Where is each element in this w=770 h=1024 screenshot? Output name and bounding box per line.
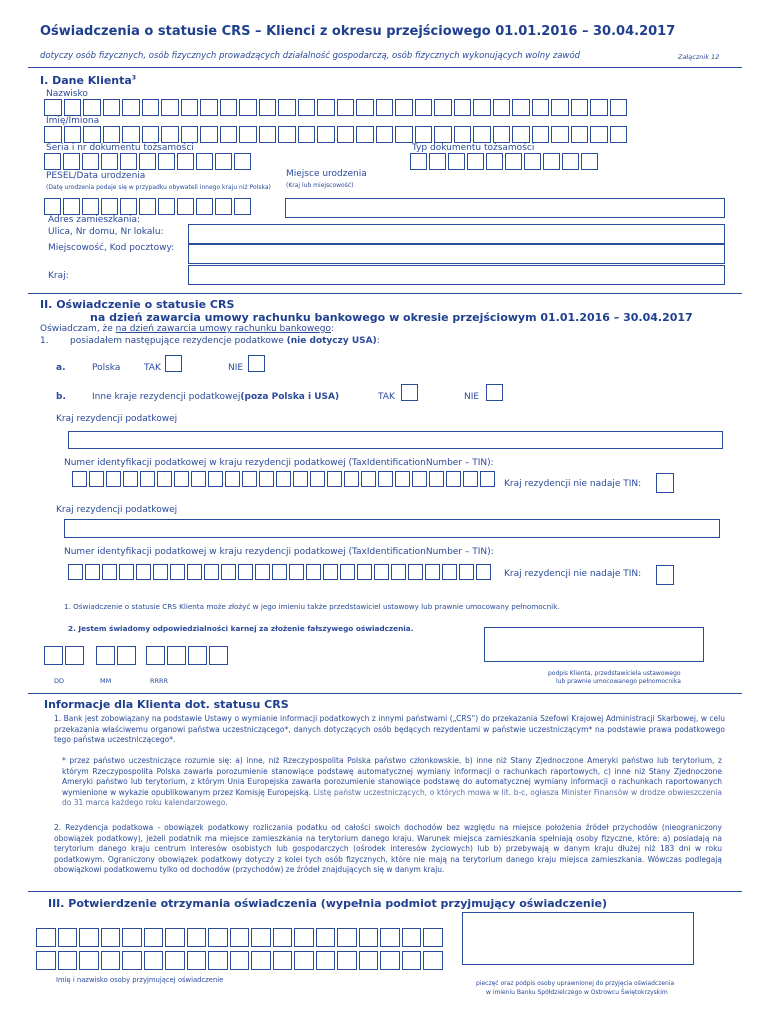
char-cell[interactable] bbox=[380, 951, 400, 970]
char-cell[interactable] bbox=[181, 126, 199, 143]
char-cell[interactable] bbox=[157, 471, 172, 487]
tin-1-label: Numer identyfikacji podatkowej w kraju rezydencji podatkowej (TaxIdentificationNumber – TIN): bbox=[64, 458, 494, 468]
item-1-number: 1. bbox=[40, 336, 49, 346]
char-cell[interactable] bbox=[590, 99, 608, 116]
char-cell[interactable] bbox=[524, 153, 541, 170]
section-1-title: I. Dane Klienta$^3$ bbox=[40, 74, 137, 87]
char-cell[interactable] bbox=[337, 99, 355, 116]
char-cell[interactable] bbox=[259, 126, 277, 143]
char-cell[interactable] bbox=[434, 99, 452, 116]
char-cell[interactable] bbox=[459, 564, 474, 580]
char-cell[interactable] bbox=[174, 471, 189, 487]
section-2-title: II. Oświadczenie o statusie CRS bbox=[40, 298, 235, 311]
id-type-label: Typ dokumentu tożsamości bbox=[412, 143, 535, 153]
bank-stamp-caption-2: w imieniu Banku Spółdzielczego w Ostrowcu Świętokrzyskim bbox=[486, 989, 668, 996]
poland-yes-label: TAK bbox=[144, 363, 161, 373]
char-cell[interactable] bbox=[272, 564, 287, 580]
char-cell[interactable] bbox=[200, 99, 218, 116]
char-cell[interactable] bbox=[294, 951, 314, 970]
char-cell[interactable] bbox=[225, 471, 240, 487]
char-cell[interactable] bbox=[276, 471, 291, 487]
month-label: MM bbox=[100, 677, 112, 685]
char-cell[interactable] bbox=[136, 564, 151, 580]
char-cell[interactable] bbox=[158, 198, 175, 215]
names-field[interactable] bbox=[44, 126, 629, 143]
char-cell[interactable] bbox=[188, 646, 207, 665]
receiver-name-caption: Imię i nazwisko osoby przyjmującej oświadczenie bbox=[56, 976, 224, 984]
char-cell[interactable] bbox=[161, 99, 179, 116]
char-cell[interactable] bbox=[170, 564, 185, 580]
char-cell[interactable] bbox=[448, 153, 465, 170]
char-cell[interactable] bbox=[101, 928, 121, 947]
char-cell[interactable] bbox=[505, 153, 522, 170]
char-cell[interactable] bbox=[380, 928, 400, 947]
char-cell[interactable] bbox=[467, 153, 484, 170]
info-divider bbox=[28, 891, 742, 892]
char-cell[interactable] bbox=[480, 471, 495, 487]
char-cell[interactable] bbox=[122, 928, 142, 947]
char-cell[interactable] bbox=[196, 153, 213, 170]
char-cell[interactable] bbox=[306, 564, 321, 580]
country-field[interactable] bbox=[188, 265, 725, 285]
birthplace-field[interactable] bbox=[285, 198, 725, 218]
char-cell[interactable] bbox=[101, 153, 118, 170]
declaration-text: Oświadczam, że na dzień zawarcia umowy rachunku bankowego: bbox=[40, 324, 335, 334]
char-cell[interactable] bbox=[123, 471, 138, 487]
char-cell[interactable] bbox=[89, 471, 104, 487]
char-cell[interactable] bbox=[161, 126, 179, 143]
char-cell[interactable] bbox=[181, 99, 199, 116]
char-cell[interactable] bbox=[146, 646, 165, 665]
char-cell[interactable] bbox=[208, 951, 228, 970]
char-cell[interactable] bbox=[590, 126, 608, 143]
char-cell[interactable] bbox=[356, 126, 374, 143]
char-cell[interactable] bbox=[83, 99, 101, 116]
char-cell[interactable] bbox=[144, 951, 164, 970]
char-cell[interactable] bbox=[101, 198, 118, 215]
char-cell[interactable] bbox=[581, 153, 598, 170]
names-label: Imię/Imiona bbox=[46, 116, 100, 126]
char-cell[interactable] bbox=[177, 198, 194, 215]
attachment-label: Załącznik 12 bbox=[678, 53, 720, 61]
char-cell[interactable] bbox=[395, 99, 413, 116]
char-cell[interactable] bbox=[82, 153, 99, 170]
char-cell[interactable] bbox=[215, 153, 232, 170]
char-cell[interactable] bbox=[357, 564, 372, 580]
char-cell[interactable] bbox=[103, 99, 121, 116]
other-yes-label: TAK bbox=[378, 392, 395, 402]
country-label: Kraj: bbox=[48, 271, 69, 281]
char-cell[interactable] bbox=[96, 646, 115, 665]
char-cell[interactable] bbox=[230, 928, 250, 947]
char-cell[interactable] bbox=[476, 564, 491, 580]
char-cell[interactable] bbox=[323, 564, 338, 580]
char-cell[interactable] bbox=[79, 928, 99, 947]
char-cell[interactable] bbox=[204, 564, 219, 580]
char-cell[interactable] bbox=[429, 471, 444, 487]
char-cell[interactable] bbox=[63, 198, 80, 215]
poland-no-checkbox[interactable] bbox=[248, 355, 265, 372]
bank-stamp-field[interactable] bbox=[462, 912, 694, 965]
receiver-name-row-1[interactable] bbox=[36, 928, 445, 947]
char-cell[interactable] bbox=[221, 564, 236, 580]
char-cell[interactable] bbox=[378, 471, 393, 487]
street-label: Ulica, Nr domu, Nr lokalu: bbox=[48, 227, 164, 237]
char-cell[interactable] bbox=[423, 928, 443, 947]
char-cell[interactable] bbox=[58, 928, 78, 947]
char-cell[interactable] bbox=[571, 126, 589, 143]
char-cell[interactable] bbox=[337, 951, 357, 970]
char-cell[interactable] bbox=[410, 153, 427, 170]
char-cell[interactable] bbox=[473, 99, 491, 116]
char-cell[interactable] bbox=[167, 646, 186, 665]
pesel-note: (Datę urodzenia podaje się w przypadku obywateli innego kraju niż Polska) bbox=[46, 184, 271, 191]
char-cell[interactable] bbox=[273, 928, 293, 947]
char-cell[interactable] bbox=[101, 951, 121, 970]
section-2-divider bbox=[28, 693, 742, 694]
char-cell[interactable] bbox=[122, 99, 140, 116]
char-cell[interactable] bbox=[120, 198, 137, 215]
char-cell[interactable] bbox=[610, 99, 628, 116]
bank-stamp-caption-1: pieczęć oraz podpis osoby uprawnionej do przyjęcia oświadczenia bbox=[476, 980, 675, 987]
option-b-label: b. bbox=[56, 392, 66, 402]
char-cell[interactable] bbox=[356, 99, 374, 116]
client-signature-field[interactable] bbox=[484, 627, 704, 662]
char-cell[interactable] bbox=[139, 153, 156, 170]
char-cell[interactable] bbox=[551, 99, 569, 116]
address-label: Adres zamieszkania: bbox=[48, 215, 141, 225]
char-cell[interactable] bbox=[63, 153, 80, 170]
char-cell[interactable] bbox=[117, 646, 136, 665]
char-cell[interactable] bbox=[83, 126, 101, 143]
char-cell[interactable] bbox=[551, 126, 569, 143]
char-cell[interactable] bbox=[532, 126, 550, 143]
char-cell[interactable] bbox=[415, 99, 433, 116]
char-cell[interactable] bbox=[317, 99, 335, 116]
char-cell[interactable] bbox=[278, 99, 296, 116]
char-cell[interactable] bbox=[153, 564, 168, 580]
char-cell[interactable] bbox=[142, 126, 160, 143]
char-cell[interactable] bbox=[434, 126, 452, 143]
char-cell[interactable] bbox=[486, 153, 503, 170]
char-cell[interactable] bbox=[273, 951, 293, 970]
char-cell[interactable] bbox=[220, 126, 238, 143]
char-cell[interactable] bbox=[337, 928, 357, 947]
char-cell[interactable] bbox=[442, 564, 457, 580]
tin-2-label: Numer identyfikacji podatkowej w kraju rezydencji podatkowej (TaxIdentificationNumber – TIN): bbox=[64, 547, 494, 557]
no-tin-2-label: Kraj rezydencji nie nadaje TIN: bbox=[504, 569, 642, 579]
char-cell[interactable] bbox=[423, 951, 443, 970]
char-cell[interactable] bbox=[187, 928, 207, 947]
char-cell[interactable] bbox=[425, 564, 440, 580]
char-cell[interactable] bbox=[412, 471, 427, 487]
char-cell[interactable] bbox=[391, 564, 406, 580]
char-cell[interactable] bbox=[36, 951, 56, 970]
char-cell[interactable] bbox=[395, 126, 413, 143]
char-cell[interactable] bbox=[200, 126, 218, 143]
char-cell[interactable] bbox=[298, 126, 316, 143]
info-paragraph-footnote: * przez państwo uczestniczące rozumie się: a) inne, niż Rzeczypospolita Polska państwo członkowskie, b) inne niż Stany Zjednoczone Ameryki państwo lub terytorium, z którym Rzeczypospolita Polska zawarła porozumienie stanowiące podstawę automatycznej wymiany informacji o rachunkach raportowych, c) inne niż Stany Zjednoczone Ameryki państwo lub terytorium, z którym Unia Europejska zawarła porozumienie stanowiące podstawę do automatycznej wymiany informacji o rachunkach raportowanych wymienione w wykazie opublikowanym przez Komisję Europejską. Listę państw uczestniczących, o których mowa w lit. b-c, ogłasza Minister Finansów w drodze obwieszczenia do 31 marca każdego roku kalendarzowego. bbox=[62, 756, 723, 807]
char-cell[interactable] bbox=[220, 99, 238, 116]
note-2: 2. Jestem świadomy odpowiedzialności karnej za złożenie fałszywego oświadczenia. bbox=[68, 624, 414, 633]
other-yes-checkbox[interactable] bbox=[401, 384, 418, 401]
char-cell[interactable] bbox=[44, 646, 63, 665]
date-month-field[interactable] bbox=[96, 646, 138, 665]
char-cell[interactable] bbox=[44, 198, 61, 215]
char-cell[interactable] bbox=[473, 126, 491, 143]
char-cell[interactable] bbox=[402, 928, 422, 947]
char-cell[interactable] bbox=[359, 951, 379, 970]
char-cell[interactable] bbox=[512, 99, 530, 116]
char-cell[interactable] bbox=[532, 99, 550, 116]
char-cell[interactable] bbox=[493, 99, 511, 116]
char-cell[interactable] bbox=[177, 153, 194, 170]
char-cell[interactable] bbox=[215, 198, 232, 215]
char-cell[interactable] bbox=[242, 471, 257, 487]
char-cell[interactable] bbox=[64, 126, 82, 143]
char-cell[interactable] bbox=[251, 928, 271, 947]
poland-no-label: NIE bbox=[228, 363, 244, 373]
char-cell[interactable] bbox=[429, 153, 446, 170]
tax-country-1-field[interactable] bbox=[68, 431, 723, 449]
char-cell[interactable] bbox=[294, 928, 314, 947]
section-1-divider bbox=[28, 293, 742, 294]
char-cell[interactable] bbox=[562, 153, 579, 170]
no-tin-1-checkbox[interactable] bbox=[656, 473, 674, 493]
char-cell[interactable] bbox=[610, 126, 628, 143]
char-cell[interactable] bbox=[289, 564, 304, 580]
other-countries-label: Inne kraje rezydencji podatkowej(poza Polska i USA) bbox=[92, 392, 340, 402]
tax-country-1-label: Kraj rezydencji podatkowej bbox=[56, 414, 178, 424]
client-signature-caption-2: lub prawnie umocowanego pełnomocnika bbox=[556, 678, 681, 685]
receiver-name-row-2[interactable] bbox=[36, 951, 445, 970]
char-cell[interactable] bbox=[454, 126, 472, 143]
section-3-title: III. Potwierdzenie otrzymania oświadczenia (wypełnia podmiot przyjmujący oświadczenie) bbox=[48, 897, 608, 910]
city-field[interactable] bbox=[188, 244, 725, 264]
section-2-subtitle: na dzień zawarcia umowy rachunku bankowego w okresie przejściowym 01.01.2016 – 30.04.2017 bbox=[90, 311, 693, 324]
char-cell[interactable] bbox=[140, 471, 155, 487]
char-cell[interactable] bbox=[543, 153, 560, 170]
char-cell[interactable] bbox=[119, 564, 134, 580]
info-paragraph-1: 1. Bank jest zobowiązany na podstawie Ustawy o wymianie informacji podatkowych z innymi państwami („CRS”) do przekazania Szefowi Krajowej Administracji Skarbowej, w celu przekazania właściwemu organowi państwa uczestniczącego*, danych dotyczących osób będących rezydentami w państwie uczestniczącym* na podstawie prawa podatkowego tego państwa uczestniczącego*. bbox=[54, 714, 725, 744]
document-subtitle: dotyczy osób fizycznych, osób fizycznych prowadzących działalność gospodarczą, osób fizycznych wykonujących wolny zawód bbox=[40, 51, 581, 61]
char-cell[interactable] bbox=[259, 99, 277, 116]
note-1: 1. Oświadczenie o statusie CRS Klienta może złożyć w jego imieniu także przedstawiciel ustawowy lub prawnie umocowany pełnomocnik. bbox=[64, 602, 560, 611]
char-cell[interactable] bbox=[239, 126, 257, 143]
char-cell[interactable] bbox=[68, 564, 83, 580]
char-cell[interactable] bbox=[122, 951, 142, 970]
other-no-checkbox[interactable] bbox=[486, 384, 503, 401]
char-cell[interactable] bbox=[165, 951, 185, 970]
char-cell[interactable] bbox=[337, 126, 355, 143]
char-cell[interactable] bbox=[65, 646, 84, 665]
char-cell[interactable] bbox=[278, 126, 296, 143]
char-cell[interactable] bbox=[415, 126, 433, 143]
pesel-field[interactable] bbox=[44, 198, 253, 215]
char-cell[interactable] bbox=[106, 471, 121, 487]
char-cell[interactable] bbox=[408, 564, 423, 580]
tin-2-field[interactable] bbox=[68, 564, 493, 580]
char-cell[interactable] bbox=[316, 928, 336, 947]
info-paragraph-2: 2. Rezydencja podatkowa - obowiązek podatkowy rozliczania podatku od całości swoich dochodów bez względu na miejsce położenia źródeł przychodów (nieograniczony obowiązek podatkowy), jeżeli podatnik ma miejsce zamieszkania na terytorium danego kraju. Warunek miejsca zamieszkania spełniają osoby fizyczne, które: a) posiadają na terytorium danego kraju centrum interesów osobistych lub gospodarczych (ośrodek interesów życiowych) lub b) przebywają w danym kraju dłużej niż 183 dni w roku podatkowym. Ograniczony obowiązek podatkowy dotyczy z kolei tych osób fizycznych, które nie mają na terytorium danego kraju miejsca zamieszkania. Wówczas podlegają obowiązkowi podatkowemu tylko od dochodów (przychodów) ze źródeł znajdujących się w danym kraju. bbox=[54, 823, 722, 874]
poland-label: Polska bbox=[92, 363, 121, 373]
char-cell[interactable] bbox=[165, 928, 185, 947]
client-signature-caption-1: podpis Klienta, przedstawiciela ustawowego bbox=[548, 670, 681, 677]
birthplace-label: Miejsce urodzenia bbox=[286, 169, 367, 179]
option-a-label: a. bbox=[56, 363, 66, 373]
char-cell[interactable] bbox=[402, 951, 422, 970]
char-cell[interactable] bbox=[571, 99, 589, 116]
char-cell[interactable] bbox=[446, 471, 461, 487]
surname-field[interactable] bbox=[44, 99, 629, 116]
char-cell[interactable] bbox=[327, 471, 342, 487]
no-tin-1-label: Kraj rezydencji nie nadaje TIN: bbox=[504, 479, 642, 489]
document-title: Oświadczenia o statusie CRS – Klienci z okresu przejściowego 01.01.2016 – 30.04.2017 bbox=[40, 24, 676, 39]
char-cell[interactable] bbox=[259, 471, 274, 487]
item-1-text: posiadałem następujące rezydencje podatkowe (nie dotyczy USA): bbox=[70, 336, 380, 346]
char-cell[interactable] bbox=[454, 99, 472, 116]
date-day-field[interactable] bbox=[44, 646, 86, 665]
char-cell[interactable] bbox=[196, 198, 213, 215]
day-label: DD bbox=[54, 677, 65, 685]
id-type-field[interactable] bbox=[410, 153, 600, 170]
char-cell[interactable] bbox=[238, 564, 253, 580]
char-cell[interactable] bbox=[376, 99, 394, 116]
char-cell[interactable] bbox=[361, 471, 376, 487]
city-label: Miejscowość, Kod pocztowy: bbox=[48, 243, 175, 253]
char-cell[interactable] bbox=[191, 471, 206, 487]
char-cell[interactable] bbox=[310, 471, 325, 487]
tax-country-2-field[interactable] bbox=[64, 519, 720, 538]
char-cell[interactable] bbox=[187, 951, 207, 970]
char-cell[interactable] bbox=[85, 564, 100, 580]
no-tin-2-checkbox[interactable] bbox=[656, 565, 674, 585]
char-cell[interactable] bbox=[64, 99, 82, 116]
char-cell[interactable] bbox=[44, 126, 62, 143]
char-cell[interactable] bbox=[58, 951, 78, 970]
char-cell[interactable] bbox=[158, 153, 175, 170]
char-cell[interactable] bbox=[82, 198, 99, 215]
char-cell[interactable] bbox=[142, 99, 160, 116]
char-cell[interactable] bbox=[293, 471, 308, 487]
char-cell[interactable] bbox=[316, 951, 336, 970]
tin-1-field[interactable] bbox=[72, 471, 497, 487]
char-cell[interactable] bbox=[239, 99, 257, 116]
char-cell[interactable] bbox=[374, 564, 389, 580]
id-document-label: Seria i nr dokumentu tożsamości bbox=[46, 143, 194, 153]
char-cell[interactable] bbox=[187, 564, 202, 580]
char-cell[interactable] bbox=[340, 564, 355, 580]
char-cell[interactable] bbox=[44, 99, 62, 116]
id-document-field[interactable] bbox=[44, 153, 253, 170]
poland-yes-checkbox[interactable] bbox=[165, 355, 182, 372]
char-cell[interactable] bbox=[72, 471, 87, 487]
char-cell[interactable] bbox=[317, 126, 335, 143]
info-title: Informacje dla Klienta dot. statusu CRS bbox=[44, 698, 289, 711]
char-cell[interactable] bbox=[144, 928, 164, 947]
char-cell[interactable] bbox=[395, 471, 410, 487]
date-year-field[interactable] bbox=[146, 646, 230, 665]
char-cell[interactable] bbox=[102, 564, 117, 580]
header-divider bbox=[28, 67, 742, 68]
char-cell[interactable] bbox=[234, 153, 251, 170]
char-cell[interactable] bbox=[255, 564, 270, 580]
char-cell[interactable] bbox=[493, 126, 511, 143]
year-label: RRRR bbox=[150, 677, 169, 685]
other-no-label: NIE bbox=[464, 392, 480, 402]
char-cell[interactable] bbox=[344, 471, 359, 487]
char-cell[interactable] bbox=[36, 928, 56, 947]
section-1-footnote: 3 bbox=[131, 74, 137, 82]
char-cell[interactable] bbox=[208, 928, 228, 947]
char-cell[interactable] bbox=[512, 126, 530, 143]
char-cell[interactable] bbox=[230, 951, 250, 970]
street-field[interactable] bbox=[188, 224, 725, 244]
tax-country-2-label: Kraj rezydencji podatkowej bbox=[56, 505, 178, 515]
char-cell[interactable] bbox=[234, 198, 251, 215]
char-cell[interactable] bbox=[209, 646, 228, 665]
birthplace-note: (Kraj lub miejscowość) bbox=[286, 182, 354, 189]
char-cell[interactable] bbox=[122, 126, 140, 143]
surname-label: Nazwisko bbox=[46, 89, 88, 99]
char-cell[interactable] bbox=[359, 928, 379, 947]
pesel-label: PESEL/Data urodzenia bbox=[46, 171, 146, 181]
char-cell[interactable] bbox=[298, 99, 316, 116]
char-cell[interactable] bbox=[376, 126, 394, 143]
char-cell[interactable] bbox=[139, 198, 156, 215]
char-cell[interactable] bbox=[251, 951, 271, 970]
char-cell[interactable] bbox=[103, 126, 121, 143]
char-cell[interactable] bbox=[208, 471, 223, 487]
char-cell[interactable] bbox=[44, 153, 61, 170]
char-cell[interactable] bbox=[463, 471, 478, 487]
char-cell[interactable] bbox=[120, 153, 137, 170]
char-cell[interactable] bbox=[79, 951, 99, 970]
